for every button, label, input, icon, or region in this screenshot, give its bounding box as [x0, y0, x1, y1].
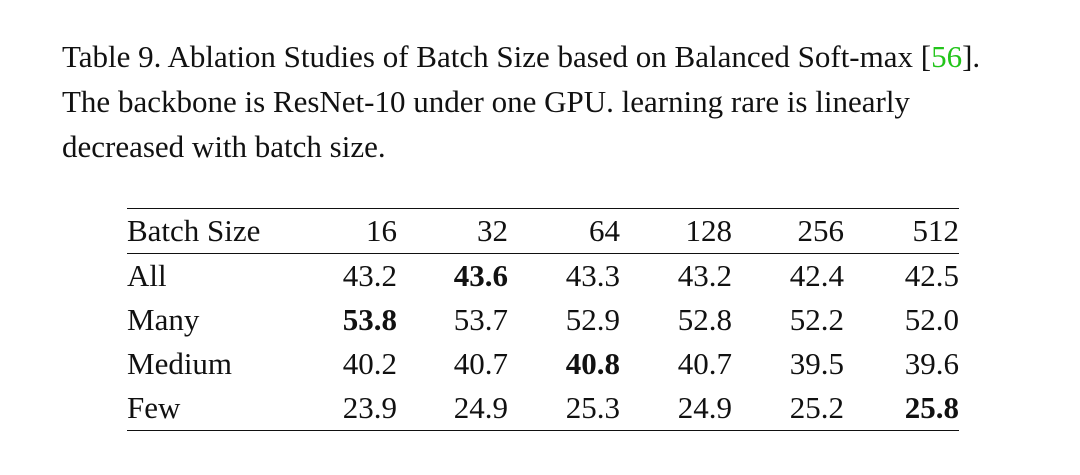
row-label: Many — [127, 302, 200, 337]
table-cell: 24.9 — [453, 390, 508, 425]
table-cell: 53.8 — [342, 302, 397, 337]
header-col: 64 — [589, 213, 620, 248]
caption-text-end: ]. The backbone is ResNet-10 under one GPU. learning rare is linearly decreased with batch size. — [62, 39, 981, 164]
header-col: 32 — [477, 213, 508, 248]
table-cell: 52.2 — [789, 302, 844, 337]
table-cell: 52.9 — [565, 302, 620, 337]
table-cell: 43.6 — [453, 258, 508, 293]
table-row — [127, 342, 959, 386]
table-cell: 39.5 — [789, 346, 844, 381]
header-col: 256 — [797, 213, 844, 248]
table-cell: 42.5 — [904, 258, 959, 293]
table-row — [127, 298, 959, 342]
table-cell: 25.8 — [904, 390, 959, 425]
table-caption — [62, 34, 1024, 169]
table-cell: 53.7 — [453, 302, 508, 337]
table-cell: 43.3 — [565, 258, 620, 293]
table-cell: 40.7 — [453, 346, 508, 381]
header-label: Batch Size — [127, 213, 261, 248]
table-cell: 43.2 — [677, 258, 732, 293]
header-col: 128 — [685, 213, 732, 248]
table-header — [127, 209, 959, 254]
table-cell: 25.2 — [789, 390, 844, 425]
table-cell: 39.6 — [904, 346, 959, 381]
row-label: Medium — [127, 346, 233, 381]
table-cell: 43.2 — [342, 258, 397, 293]
table-body — [127, 254, 959, 431]
header-col: 512 — [912, 213, 959, 248]
caption-text-start: Table 9. Ablation Studies of Batch Size based on Balanced Soft-max [ — [62, 39, 932, 74]
table-cell: 42.4 — [789, 258, 844, 293]
table-cell: 23.9 — [342, 390, 397, 425]
table-row — [127, 254, 959, 299]
table-cell: 52.8 — [677, 302, 732, 337]
results-table-container — [127, 208, 959, 431]
table-cell: 40.2 — [342, 346, 397, 381]
batch-size-ablation-table — [127, 208, 959, 431]
citation-link[interactable]: 56 — [931, 39, 963, 74]
table-cell: 24.9 — [677, 390, 732, 425]
table-cell: 52.0 — [904, 302, 959, 337]
row-label: Few — [127, 390, 181, 425]
table-cell: 40.7 — [677, 346, 732, 381]
row-label: All — [127, 258, 167, 293]
header-col: 16 — [366, 213, 397, 248]
table-cell: 25.3 — [565, 390, 620, 425]
table-row — [127, 386, 959, 431]
table-cell: 40.8 — [565, 346, 620, 381]
header-row — [127, 209, 959, 254]
